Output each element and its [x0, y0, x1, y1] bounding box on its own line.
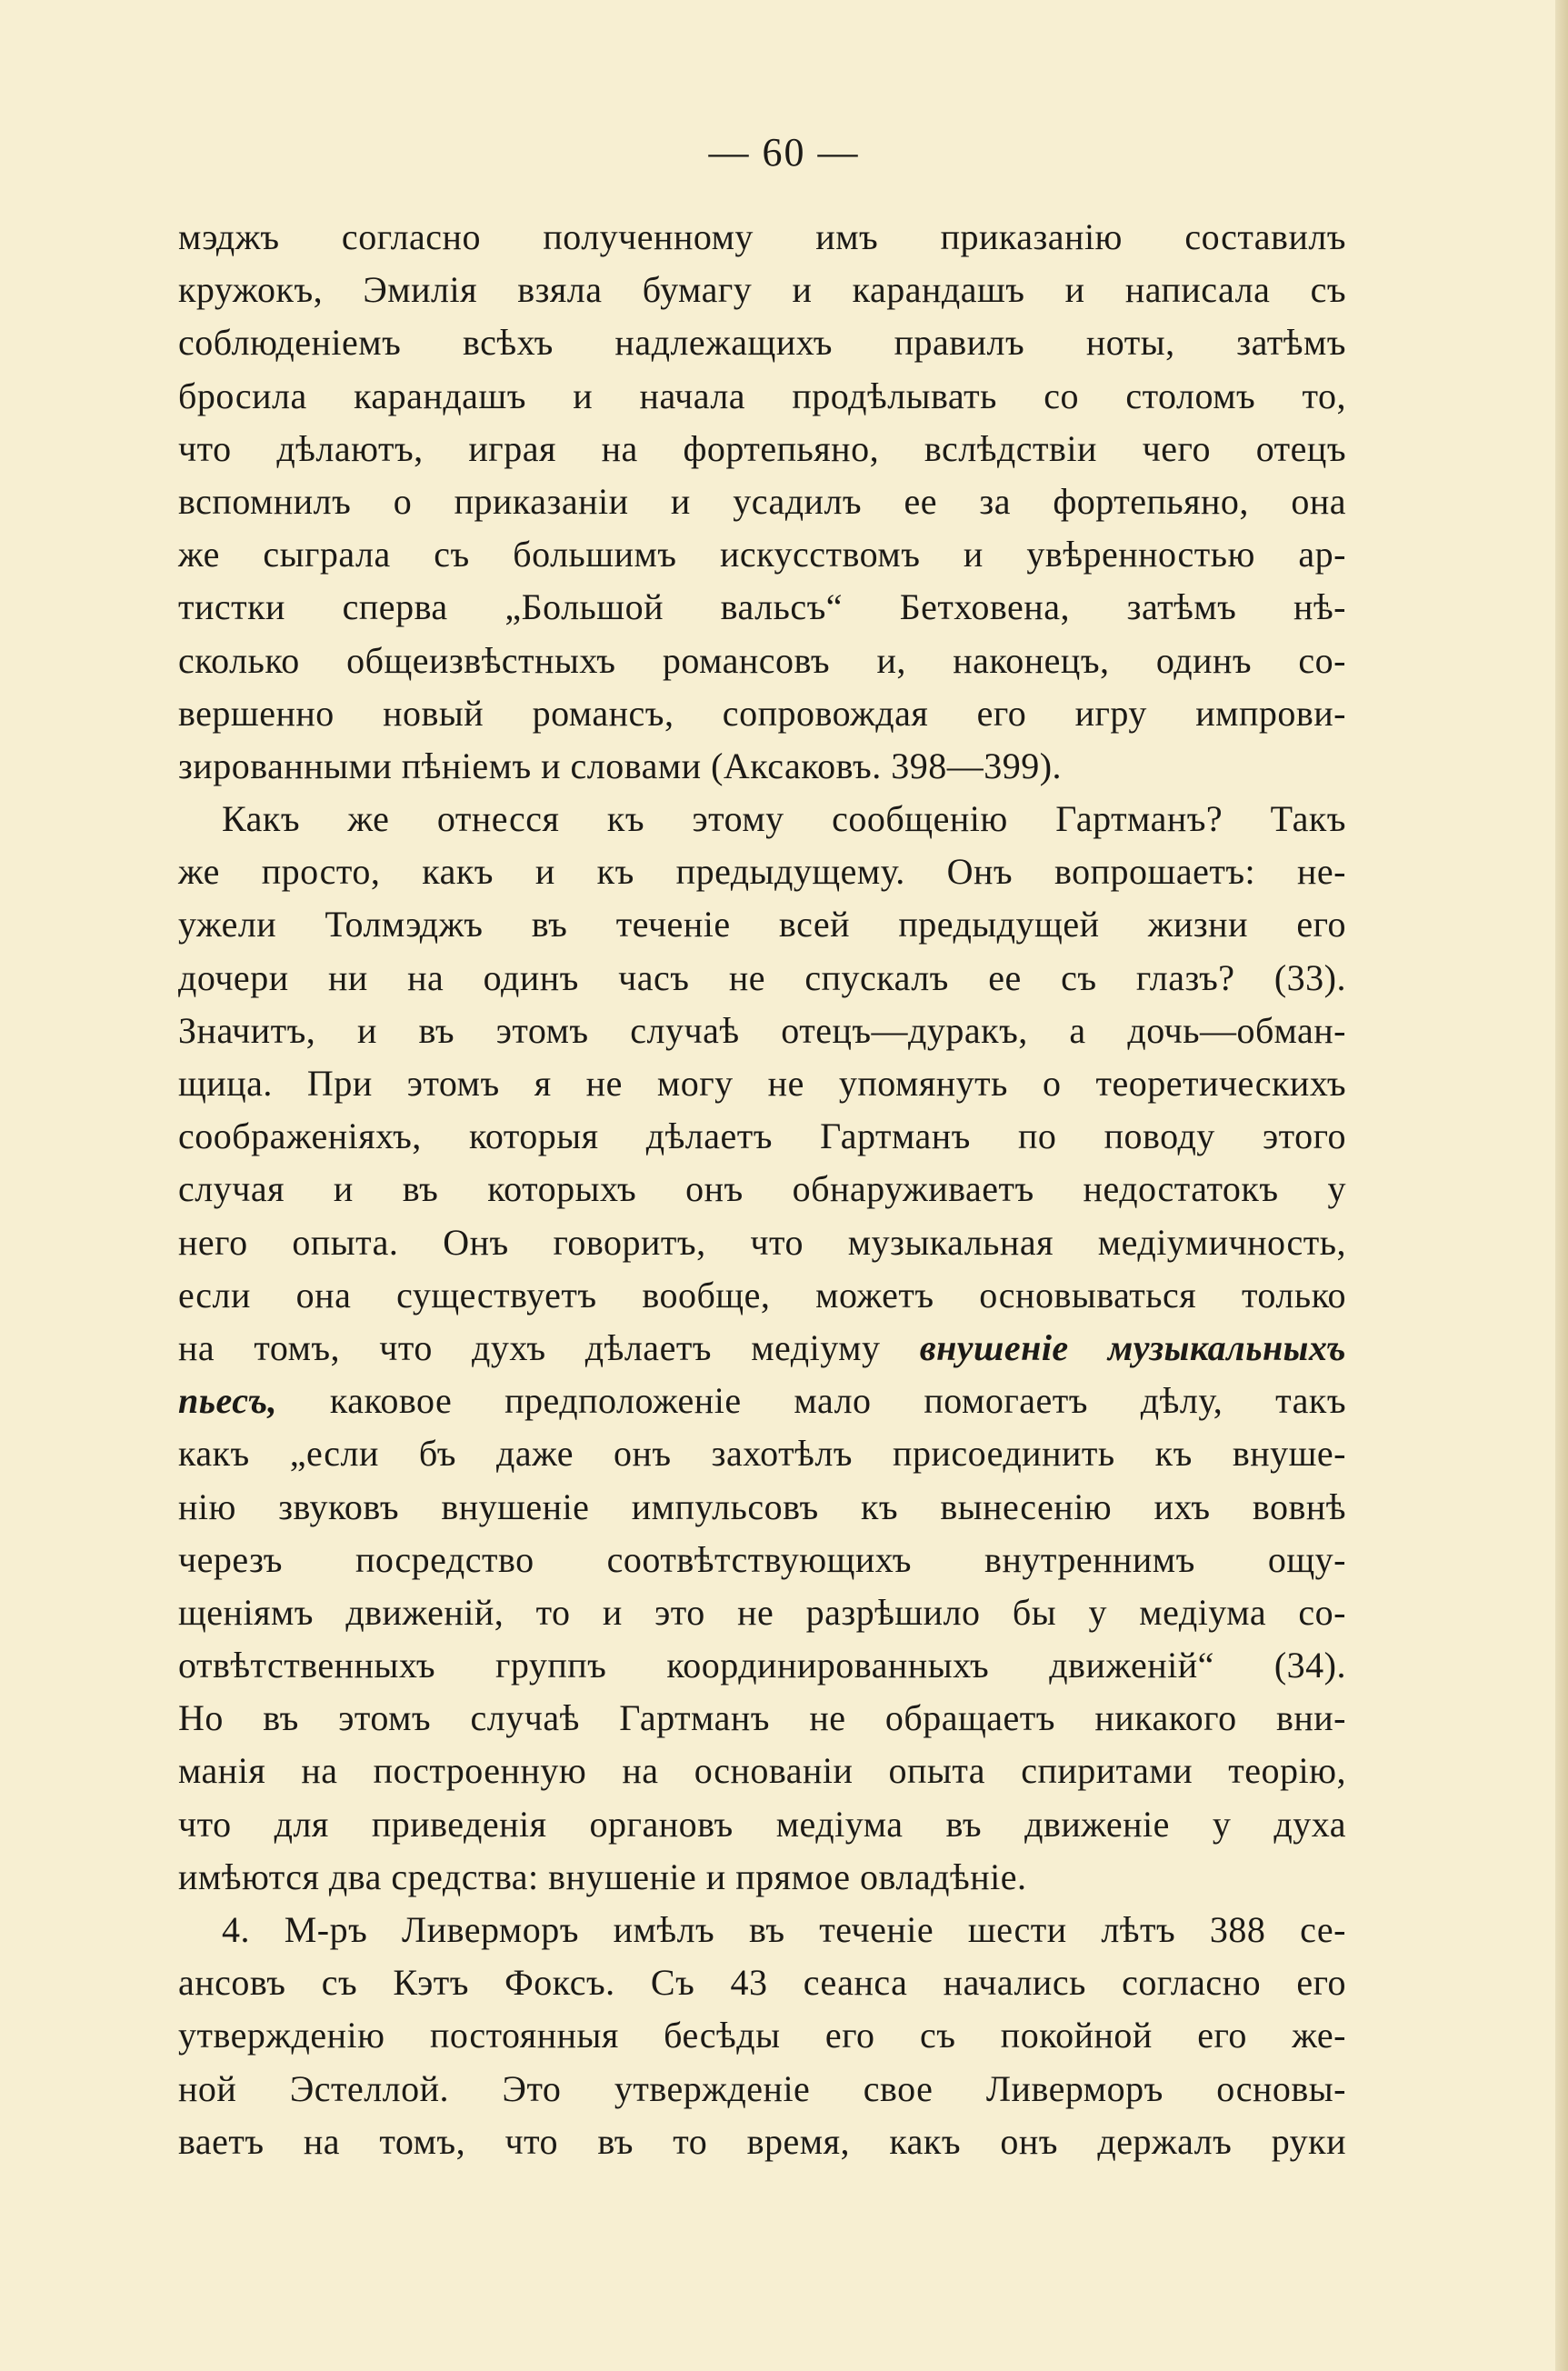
italic-phrase: внушеніе музыкальныхъ	[919, 1326, 1347, 1368]
text-line: нію звуковъ внушеніе импульсовъ къ вынесенію ихъ вовнѣ	[178, 1486, 1346, 1527]
text-block	[178, 211, 1346, 2168]
text-line: манія на построенную на основаніи опыта спиритами теорію,	[178, 1750, 1346, 1792]
page-number: — 60 —	[708, 130, 860, 175]
text-line: зированными пѣніемъ и словами (Аксаковъ. 398—399).	[178, 745, 1063, 786]
text-line: же просто, какъ и къ предыдущему. Онъ вопрошаетъ: не-	[178, 851, 1346, 893]
text-line: бросила карандашъ и начала продѣлывать со столомъ то,	[178, 375, 1346, 416]
text-line: если она существуетъ вообще, можетъ основываться только	[178, 1274, 1346, 1316]
text-line: что для приведенія органовъ медіума въ движеніе у духа	[178, 1803, 1346, 1845]
text-line: щеніямъ движеній, то и это не разрѣшило бы у медіума со-	[178, 1591, 1346, 1633]
text-line: утвержденію постоянныя бесѣды его съ покойной его же-	[178, 2015, 1346, 2056]
text-line-with-italic	[178, 1375, 1346, 1427]
text-line: что дѣлаютъ, играя на фортепьяно, вслѣдствіи чего отецъ	[178, 427, 1346, 469]
text-line: тистки сперва „Большой вальсъ“ Бетховена, затѣмъ нѣ-	[178, 586, 1346, 628]
text-line: ужели Толмэджъ въ теченіе всей предыдущей жизни его	[178, 904, 1346, 945]
text-line: случая и въ которыхъ онъ обнаруживаетъ недостатокъ у	[178, 1168, 1346, 1210]
text-line: же сыграла съ большимъ искусствомъ и увѣренностью ар-	[178, 534, 1346, 575]
text-line: Какъ же отнесся къ этому сообщенію Гартманъ? Такъ	[222, 798, 1346, 840]
text-line: черезъ посредство соотвѣтствующихъ внутреннимъ ощу-	[178, 1538, 1346, 1580]
text-line: имѣются два средства: внушеніе и прямое овладѣніе.	[178, 1856, 1027, 1897]
text-line: Но въ этомъ случаѣ Гартманъ не обращаетъ никакого вни-	[178, 1697, 1346, 1739]
italic-phrase: пьесъ,	[178, 1380, 278, 1422]
text-line: дочери ни на одинъ часъ не спускалъ ее съ глазъ? (33).	[178, 956, 1346, 998]
text-line: 4. М-ръ Ливерморъ имѣлъ въ теченіе шести лѣтъ 388 се-	[222, 1909, 1346, 1950]
text-line: сколько общеизвѣстныхъ романсовъ и, наконецъ, одинъ со-	[178, 639, 1346, 681]
text-line: соблюденіемъ всѣхъ надлежащихъ правилъ ноты, затѣмъ	[178, 322, 1346, 364]
text-line: ансовъ съ Кэтъ Фоксъ. Съ 43 сеанса начались согласно его	[178, 1962, 1346, 2004]
text-line: Значитъ, и въ этомъ случаѣ отецъ—дуракъ, а дочь—обман-	[178, 1009, 1346, 1051]
text-line: отвѣтственныхъ группъ координированныхъ движеній“ (34).	[178, 1645, 1346, 1686]
text-line: щица. При этомъ я не могу не упомянуть о теоретическихъ	[178, 1063, 1346, 1104]
text-line: вспомнилъ о приказаніи и усадилъ ее за фортепьяно, она	[178, 480, 1346, 522]
text-line: ваетъ на томъ, что въ то время, какъ онъ держалъ руки	[178, 2120, 1346, 2162]
text-line: мэджъ согласно полученному имъ приказанію составилъ	[178, 216, 1346, 257]
text-line: вершенно новый романсъ, сопровождая его игру импрови-	[178, 692, 1346, 734]
page-edge	[1555, 0, 1568, 2371]
text-line: соображеніяхъ, которыя дѣлаетъ Гартманъ по поводу этого	[178, 1115, 1346, 1157]
text-line: кружокъ, Эмилія взяла бумагу и карандашъ и написала съ	[178, 269, 1346, 311]
text-segment: на томъ, что духъ дѣлаетъ медіуму	[178, 1326, 881, 1368]
text-segment: каковое предположеніе мало помогаетъ дѣлу, такъ	[329, 1380, 1347, 1422]
text-line: него опыта. Онъ говоритъ, что музыкальная медіумичность,	[178, 1221, 1346, 1263]
text-line: какъ „если бъ даже онъ захотѣлъ присоединить къ внуше-	[178, 1433, 1346, 1475]
text-line-with-italic	[178, 1322, 1346, 1375]
text-line: ной Эстеллой. Это утвержденіе свое Ливерморъ основы-	[178, 2067, 1346, 2109]
